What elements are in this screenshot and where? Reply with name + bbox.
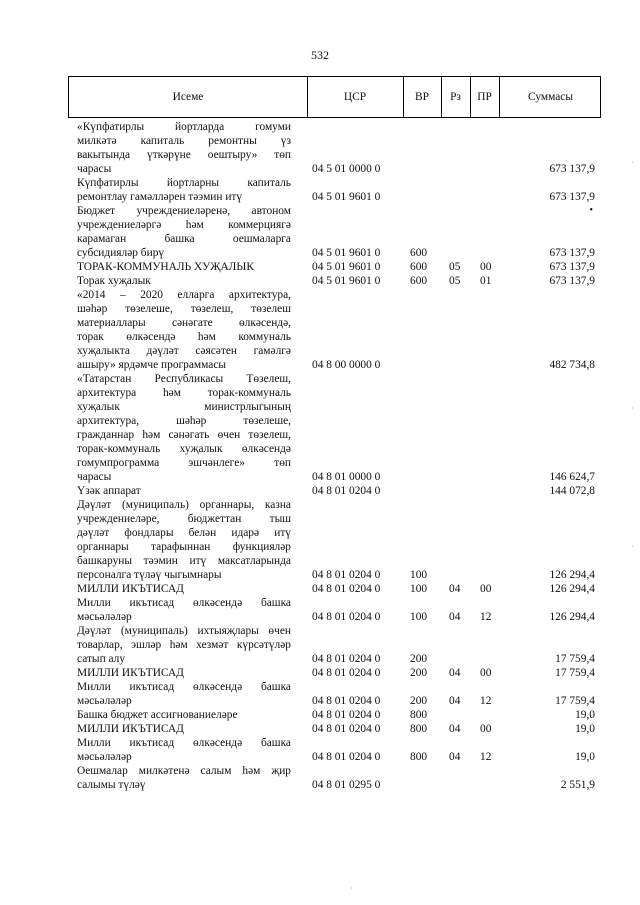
row-name [77, 498, 291, 582]
table-row [0, 484, 640, 498]
table-row [0, 260, 640, 274]
row-pr: 01 [480, 275, 492, 287]
row-sum: 19,0 [575, 709, 595, 721]
table-row [0, 176, 640, 204]
row-pr: 12 [480, 751, 492, 763]
row-csr: 04 8 01 0204 0 [312, 583, 381, 595]
row-csr: 04 8 01 0204 0 [312, 569, 381, 581]
row-name [77, 736, 291, 764]
row-name-line: персоналга түләү чыгымнары [77, 569, 222, 581]
row-sum: 126 294,4 [549, 611, 595, 623]
row-name [77, 764, 291, 792]
row-name [77, 624, 291, 666]
row-sum: 673 137,9 [549, 247, 595, 259]
row-csr: 04 8 01 0000 0 [312, 471, 381, 483]
margin-mark: · [631, 404, 634, 413]
row-sum: 17 759,4 [555, 695, 595, 707]
table-row [0, 288, 640, 372]
row-name-line: МИЛЛИ ИКЪТИСАД [77, 583, 184, 595]
row-csr: 04 8 01 0295 0 [312, 779, 381, 791]
row-vr: 200 [410, 653, 428, 665]
row-name-line: салымы түләү [77, 779, 146, 791]
row-vr: 100 [410, 569, 428, 581]
table-row [0, 274, 640, 288]
scan-mark: · [350, 884, 353, 893]
row-name-line: Милли икътисад өлкәсендә башка [77, 681, 291, 693]
header-csr: ЦСР [343, 91, 367, 103]
header-name: Исеме [172, 91, 204, 103]
row-name-line: Оешмалар милкәтенә салым һәм җир [77, 765, 291, 777]
row-name [77, 484, 291, 498]
row-name [77, 120, 291, 176]
row-vr: 600 [410, 261, 428, 273]
row-name-line: ашыру» ярдәмче программасы [77, 359, 227, 371]
row-name [77, 708, 291, 722]
row-name-line: Милли икътисад өлкәсендә башка [77, 597, 291, 609]
row-sum: 19,0 [575, 723, 595, 735]
row-csr: 04 5 01 9601 0 [312, 191, 381, 203]
row-name [77, 722, 291, 736]
row-name-line: ремонтлау гамәлләрен тәэмин итү [77, 191, 243, 203]
row-vr: 200 [410, 667, 428, 679]
row-vr: 600 [410, 247, 428, 259]
row-name-line: «Татарстан Республикасы Төзелеш, [77, 373, 291, 385]
row-name-line: карамаган башка оешмаларга [77, 233, 291, 245]
row-sum: 673 137,9 [549, 163, 595, 175]
row-rz: 04 [449, 723, 461, 735]
table-row [0, 120, 640, 176]
row-name [77, 666, 291, 680]
row-name [77, 274, 291, 288]
budget-table-body [0, 120, 640, 792]
row-rz: 04 [449, 695, 461, 707]
row-sum: 17 759,4 [555, 667, 595, 679]
row-name [77, 582, 291, 596]
row-rz: 05 [449, 275, 461, 287]
row-sum: 126 294,4 [549, 569, 595, 581]
row-name-line: учреждениеләргә һәм коммерциягә [77, 219, 291, 231]
row-rz: 04 [449, 611, 461, 623]
row-pr: 00 [480, 583, 492, 595]
row-name-line: сатып алу [77, 653, 126, 665]
row-rz: 04 [449, 751, 461, 763]
row-name [77, 288, 291, 372]
row-csr: 04 8 01 0204 0 [312, 695, 381, 707]
row-name [77, 372, 291, 484]
row-csr: 04 8 01 0204 0 [312, 709, 381, 721]
row-csr: 04 8 01 0204 0 [312, 485, 381, 497]
row-csr: 04 5 01 9601 0 [312, 247, 381, 259]
row-name-line: мәсьәләләр [77, 751, 132, 763]
row-name-line: башкаруны тәэмин итү максатларында [77, 555, 291, 567]
row-sum: 19,0 [575, 751, 595, 763]
row-sum: 2 551,9 [560, 779, 595, 791]
table-row [0, 498, 640, 582]
row-vr: 200 [410, 695, 428, 707]
row-name-line: вакытында үткәрүне оештыру» төп [77, 149, 291, 161]
row-pr: 00 [480, 261, 492, 273]
row-csr: 04 5 01 9601 0 [312, 261, 381, 273]
row-name-line: гражданнар һәм сәнәгать өчен төзелеш, [77, 429, 291, 441]
table-row [0, 372, 640, 484]
row-name-line: Дәүләт (муниципаль) органнары, казна [77, 499, 291, 511]
table-row [0, 736, 640, 764]
row-name-line: архитектура һәм торак-коммуналь [77, 387, 291, 399]
row-name-line: мәсьәләләр [77, 695, 132, 707]
table-row [0, 596, 640, 624]
row-name-line: Күпфатирлы йортларны капиталь [77, 177, 291, 189]
row-vr: 800 [410, 709, 428, 721]
row-name-line: хуҗалык министрлыгының [77, 401, 291, 413]
row-name [77, 176, 291, 204]
row-rz: 04 [449, 667, 461, 679]
table-row [0, 582, 640, 596]
row-pr: 00 [480, 667, 492, 679]
row-pr: 00 [480, 723, 492, 735]
row-name-line: товарлар, эшләр һәм хезмәт күрсәтүләр [77, 639, 291, 651]
row-name-line: учреждениеләре, бюджеттан тыш [77, 513, 291, 525]
row-name [77, 260, 291, 274]
row-name-line: архитектура, шәһәр төзелеше, [77, 415, 291, 427]
row-csr: 04 5 01 0000 0 [312, 163, 381, 175]
row-name-line: МИЛЛИ ИКЪТИСАД [77, 723, 184, 735]
row-name-line: Бюджет учреждениеләренә, автоном [77, 205, 291, 217]
row-name-line: МИЛЛИ ИКЪТИСАД [77, 667, 184, 679]
row-name [77, 680, 291, 708]
row-name-line: «Күпфатирлы йортларда гомуми [77, 121, 291, 133]
row-name-line: Милли икътисад өлкәсендә башка [77, 737, 291, 749]
row-name-line: Торак хуҗалык [77, 275, 151, 287]
table-row [0, 204, 640, 260]
row-sum: 673 137,9 [549, 275, 595, 287]
row-sum: 146 624,7 [549, 471, 595, 483]
header-pr: ПР [477, 91, 492, 103]
row-name-line: хуҗалыкта дәүләт сәясәтен гамәлгә [77, 345, 291, 357]
row-name-line: субсидияләр бирү [77, 247, 165, 259]
row-name-line: шәһәр төзелеше, төзелеш, төзелеш [77, 303, 291, 315]
row-rz: 05 [449, 261, 461, 273]
row-name-line: мәсьәләләр [77, 611, 132, 623]
row-pr: 12 [480, 611, 492, 623]
header-rz: Рз [450, 91, 461, 103]
row-sum: 673 137,9 [549, 261, 595, 273]
row-sum: 482 734,8 [549, 359, 595, 371]
row-name-line: Башка бюджет ассигнованиеләре [77, 709, 238, 721]
row-vr: 800 [410, 723, 428, 735]
stray-dot: • [589, 205, 593, 216]
row-name-line: Дәүләт (муниципаль) ихтыяҗлары өчен [77, 625, 291, 637]
row-name-line: чарасы [77, 471, 112, 483]
margin-mark: · [631, 158, 634, 167]
row-name-line: Үзәк аппарат [77, 485, 141, 497]
row-csr: 04 8 01 0204 0 [312, 653, 381, 665]
row-rz: 04 [449, 583, 461, 595]
row-sum: 126 294,4 [549, 583, 595, 595]
row-name-line: милкәтә капиталь ремонтны үз [77, 135, 291, 147]
table-row [0, 722, 640, 736]
row-csr: 04 8 01 0204 0 [312, 751, 381, 763]
table-header [68, 76, 601, 118]
row-name [77, 596, 291, 624]
row-csr: 04 5 01 9601 0 [312, 275, 381, 287]
row-name-line: торак өлкәсендә һәм коммуналь [77, 331, 291, 343]
header-sum: Суммасы [528, 91, 573, 103]
row-vr: 100 [410, 583, 428, 595]
margin-mark: · [631, 542, 634, 551]
row-sum: 673 137,9 [549, 191, 595, 203]
row-name-line: гомумпрограмма эшчәнлеге» төп [77, 457, 291, 469]
row-name-line: торак-коммуналь хуҗалык өлкәсендә [77, 443, 291, 455]
row-sum: 17 759,4 [555, 653, 595, 665]
row-pr: 12 [480, 695, 492, 707]
row-name-line: ТОРАК-КОММУНАЛЬ ХУҖАЛЫК [77, 261, 254, 273]
table-row [0, 624, 640, 666]
row-name-line: «2014 – 2020 елларга архитектура, [77, 289, 291, 301]
row-vr: 800 [410, 751, 428, 763]
row-csr: 04 8 01 0204 0 [312, 667, 381, 679]
row-vr: 100 [410, 611, 428, 623]
row-name [77, 204, 291, 260]
table-row [0, 708, 640, 722]
header-vr: ВР [415, 91, 429, 103]
row-vr: 600 [410, 275, 428, 287]
row-csr: 04 8 01 0204 0 [312, 723, 381, 735]
row-sum: 144 072,8 [549, 485, 595, 497]
table-row [0, 666, 640, 680]
row-name-line: чарасы [77, 163, 112, 175]
row-csr: 04 8 01 0204 0 [312, 611, 381, 623]
row-name-line: материаллары сәнәгате өлкәсендә, [77, 317, 291, 329]
table-row [0, 680, 640, 708]
row-csr: 04 8 00 0000 0 [312, 359, 381, 371]
row-name-line: органнары тарафыннан функцияләр [77, 541, 291, 553]
page-number: 532 [311, 48, 329, 62]
row-name-line: дәүләт фондлары белән идарә итү [77, 527, 291, 539]
table-row [0, 764, 640, 792]
